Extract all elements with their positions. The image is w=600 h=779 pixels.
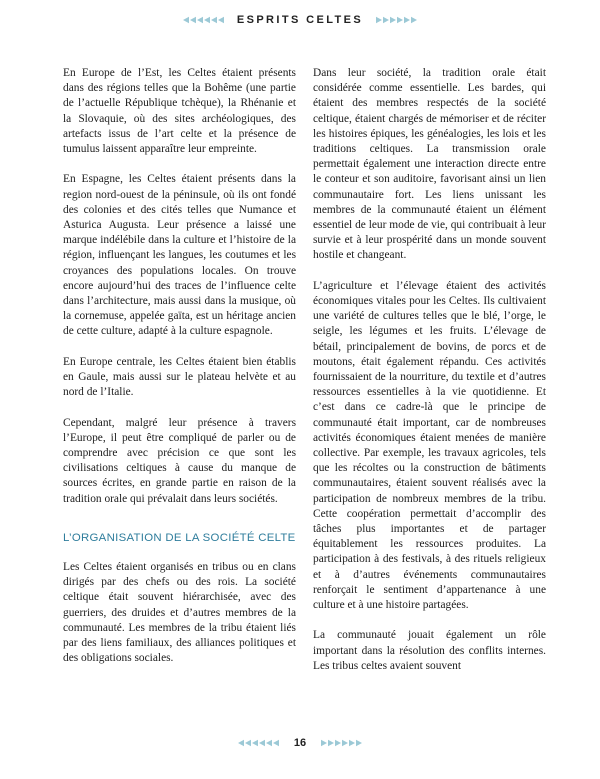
running-header: [0, 14, 600, 26]
right-footer-ornament-icon: [318, 739, 362, 747]
paragraph: En Europe centrale, les Celtes étaient bien établis en Gaule, mais aussi sur le plateau helvète et au nord de l’Italie.: [63, 355, 296, 399]
paragraph: En Europe de l’Est, les Celtes étaient présents dans des régions telles que la Bohême (une partie de l’actuelle République tchèque), la Rhénanie et la Slovaquie, où des sites archéologiques, des artefacts issus de l’art celte et la présence de tumulus laissent apparaître leur empreinte.: [63, 67, 296, 156]
left-header-ornament-icon: [183, 16, 227, 24]
paragraph: L’agriculture et l’élevage étaient des activités économiques vitales pour les Celtes. Ils cultivaient une variété de cultures telles que le blé, l’orge, le seigle, les légumes et les fruits. L’élevage de bétail, principalement de bovins, de porcs et de moutons, était également répandu. Ces activités fournissaient de la nourriture, du textile et d’autres ressources essentielles à la vie quotidienne. Et c’est dans ce cadre-là que le principe de communauté était important, car de nombreuses activités économiques étaient menées de manière collective. Par exemple, les travaux agricoles, tels que les récoltes ou la construction de bâtiments communautaires, étaient souvent réalisés avec la participation de nombreux membres de la tribu. Cette coopération permettait d’accomplir des tâches plus importantes et de partager équitablement les ressources produites. La participation à des festivals, à des rituels religieux et à d’autres événements communautaires renforçait le sentiment d’appartenance à une culture et à une histoire partagées.: [313, 279, 546, 612]
page-number: 16: [293, 737, 307, 749]
left-column: [63, 66, 296, 682]
paragraph: Dans leur société, la tradition orale était considérée comme essentielle. Les bardes, qui étaient des membres respectés de la société celtique, étaient chargés de mémoriser et de réciter les histoires épiques, les généalogies, les lois et les traditions celtiques. La transmission orale permettait également une interaction directe entre le conteur et son auditoire, favorisant ainsi un lien communautaire fort. Les liens unissant les membres de la communauté étaient un élément essentiel de leur mode de vie, qui contribuait à leur survie et à leur prospérité dans un monde souvent hostile et changeant.: [313, 67, 546, 262]
page-footer: [0, 737, 600, 749]
left-footer-ornament-icon: [238, 739, 282, 747]
right-column: [313, 66, 546, 689]
section-heading: L’ORGANISATION DE LA SOCIÉTÉ CELTE: [63, 531, 296, 544]
paragraph: En Espagne, les Celtes étaient présents dans la region nord-ouest de la péninsule, où ils ont fondé des colonies et des cités telles que Numance et Asturica Augusta. Leur présence a laissé une marque indélébile dans la culture et l’histoire de la région, influençant les langues, les coutumes et les croyances des populations locales. On trouve encore aujourd’hui des traces de l’influence celte dans l’architecture, mais aussi dans la musique, où la cornemuse, appelée gaïta, est un héritage ancien de cette culture, adapté à la culture espagnole.: [63, 173, 296, 338]
running-title: ESPRITS CELTES: [236, 14, 364, 26]
right-header-ornament-icon: [373, 16, 417, 24]
paragraph: Les Celtes étaient organisés en tribus ou en clans dirigés par des chefs ou des rois. La société celtique était souvent hiérarchisée, avec des guerriers, des druides et d’autres membres de la communauté. Les membres de la tribu étaient liés par des liens familiaux, des alliances politiques et des obligations sociales.: [63, 561, 296, 665]
paragraph: Cependant, malgré leur présence à travers l’Europe, il peut être compliqué de parler ou de comprendre avec précision ce que sont les civilisations celtiques à cause du manque de sources écrites, en grande partie en raison de la tradition orale qui prévalait dans leurs sociétés.: [63, 416, 296, 505]
paragraph: La communauté jouait également un rôle important dans la résolution des conflits internes. Les tribus celtes avaient souvent: [313, 629, 546, 672]
